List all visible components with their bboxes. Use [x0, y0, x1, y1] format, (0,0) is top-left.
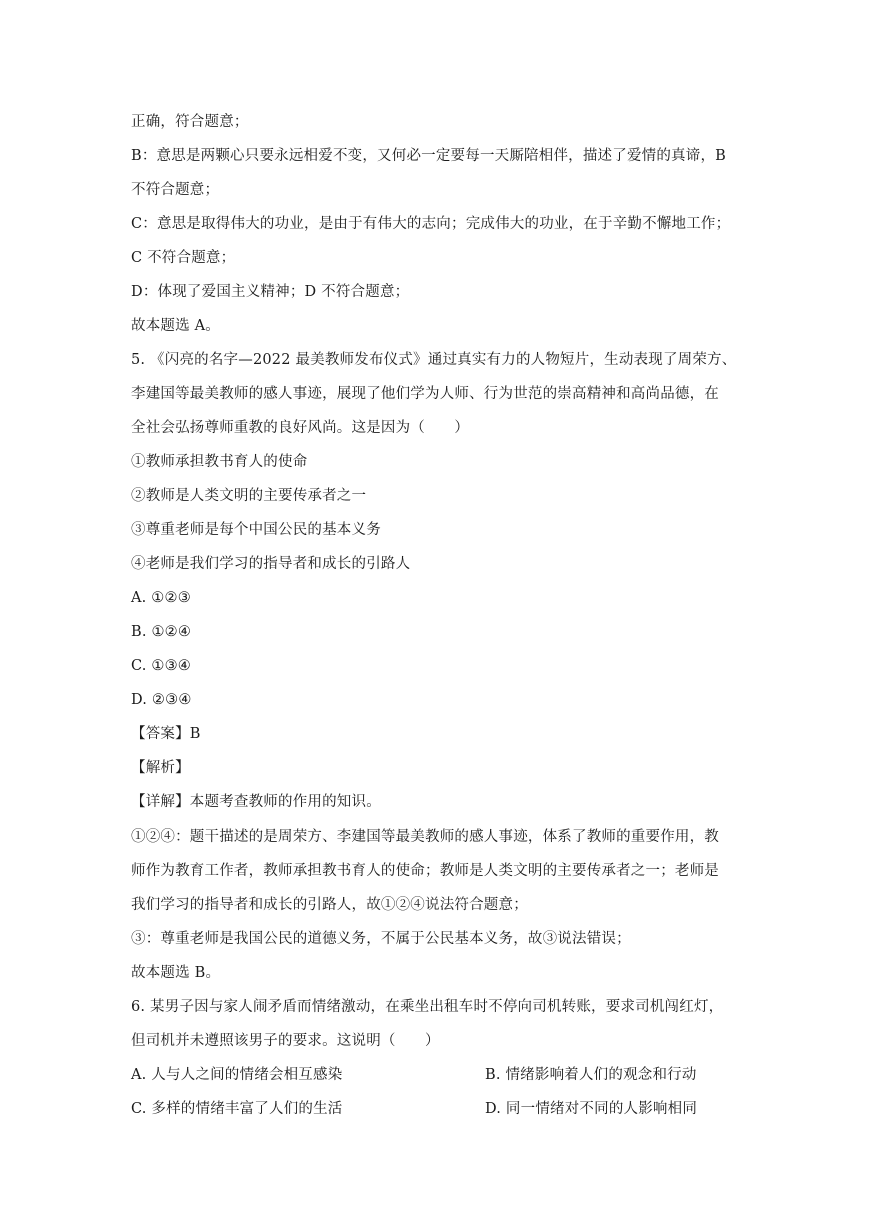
statement-item: ①教师承担教书育人的使命	[131, 454, 308, 470]
text-line: 不符合题意；	[131, 182, 220, 198]
detail-text: 【详解】本题考查教师的作用的知识。	[131, 794, 381, 810]
question-6-stem: 6. 某男子因与家人闹矛盾而情绪激动，在乘坐出租车时不停向司机转账，要求司机闯红灯，	[131, 999, 724, 1015]
analysis-label: 【解析】	[131, 760, 190, 776]
explanation-line: 我们学习的指导者和成长的引路人，故①②④说法符合题意；	[131, 897, 528, 913]
text-line: B：意思是两颗心只要永远相爱不变，又何必一定要每一天厮陪相伴，描述了爱情的真谛，B	[131, 148, 727, 164]
statement-item: ③尊重老师是每个中国公民的基本义务	[131, 522, 381, 538]
q6-option-d: D. 同一情绪对不同的人影响相同	[485, 1101, 698, 1117]
text-line: D：体现了爱国主义精神；D 不符合题意；	[131, 284, 410, 300]
q6-option-a: A. 人与人之间的情绪会相互感染	[131, 1067, 343, 1083]
statement-item: ④老师是我们学习的指导者和成长的引路人	[131, 556, 411, 572]
text-line: C：意思是取得伟大的功业，是由于有伟大的志向；完成伟大的功业，在于辛勤不懈地工作；	[131, 216, 731, 232]
question-5-stem: 5. 《闪亮的名字—2022 最美教师发布仪式》通过真实有力的人物短片，生动表现了周荣方、	[131, 352, 737, 368]
text-line: 正确，符合题意；	[131, 114, 249, 130]
answer-label: 【答案】B	[131, 726, 201, 742]
option-d: D. ②③④	[131, 692, 192, 708]
statement-item: ②教师是人类文明的主要传承者之一	[131, 488, 367, 504]
question-6-stem: 但司机并未遵照该男子的要求。这说明（ ）	[131, 1033, 440, 1049]
conclusion-line: 故本题选 B。	[131, 965, 221, 981]
question-5-stem: 全社会弘扬尊师重教的良好风尚。这是因为（ ）	[131, 420, 470, 436]
explanation-line: 师作为教育工作者，教师承担教书育人的使命；教师是人类文明的主要传承者之一；老师是	[131, 863, 719, 879]
option-b: B. ①②④	[131, 624, 192, 640]
q6-option-c: C. 多样的情绪丰富了人们的生活	[131, 1101, 343, 1117]
explanation-line: ①②④：题干描述的是周荣方、李建国等最美教师的感人事迹，体系了教师的重要作用，教	[131, 829, 719, 845]
q6-option-b: B. 情绪影响着人们的观念和行动	[485, 1067, 697, 1083]
question-5-stem: 李建国等最美教师的感人事迹，展现了他们学为人师、行为世范的崇高精神和高尚品德，在	[131, 386, 719, 402]
option-a: A. ①②③	[131, 590, 191, 606]
explanation-line: ③：尊重老师是我国公民的道德义务，不属于公民基本义务，故③说法错误；	[131, 931, 631, 947]
option-c: C. ①③④	[131, 658, 191, 674]
text-line: 故本题选 A。	[131, 318, 220, 334]
text-line: C 不符合题意；	[131, 250, 236, 266]
